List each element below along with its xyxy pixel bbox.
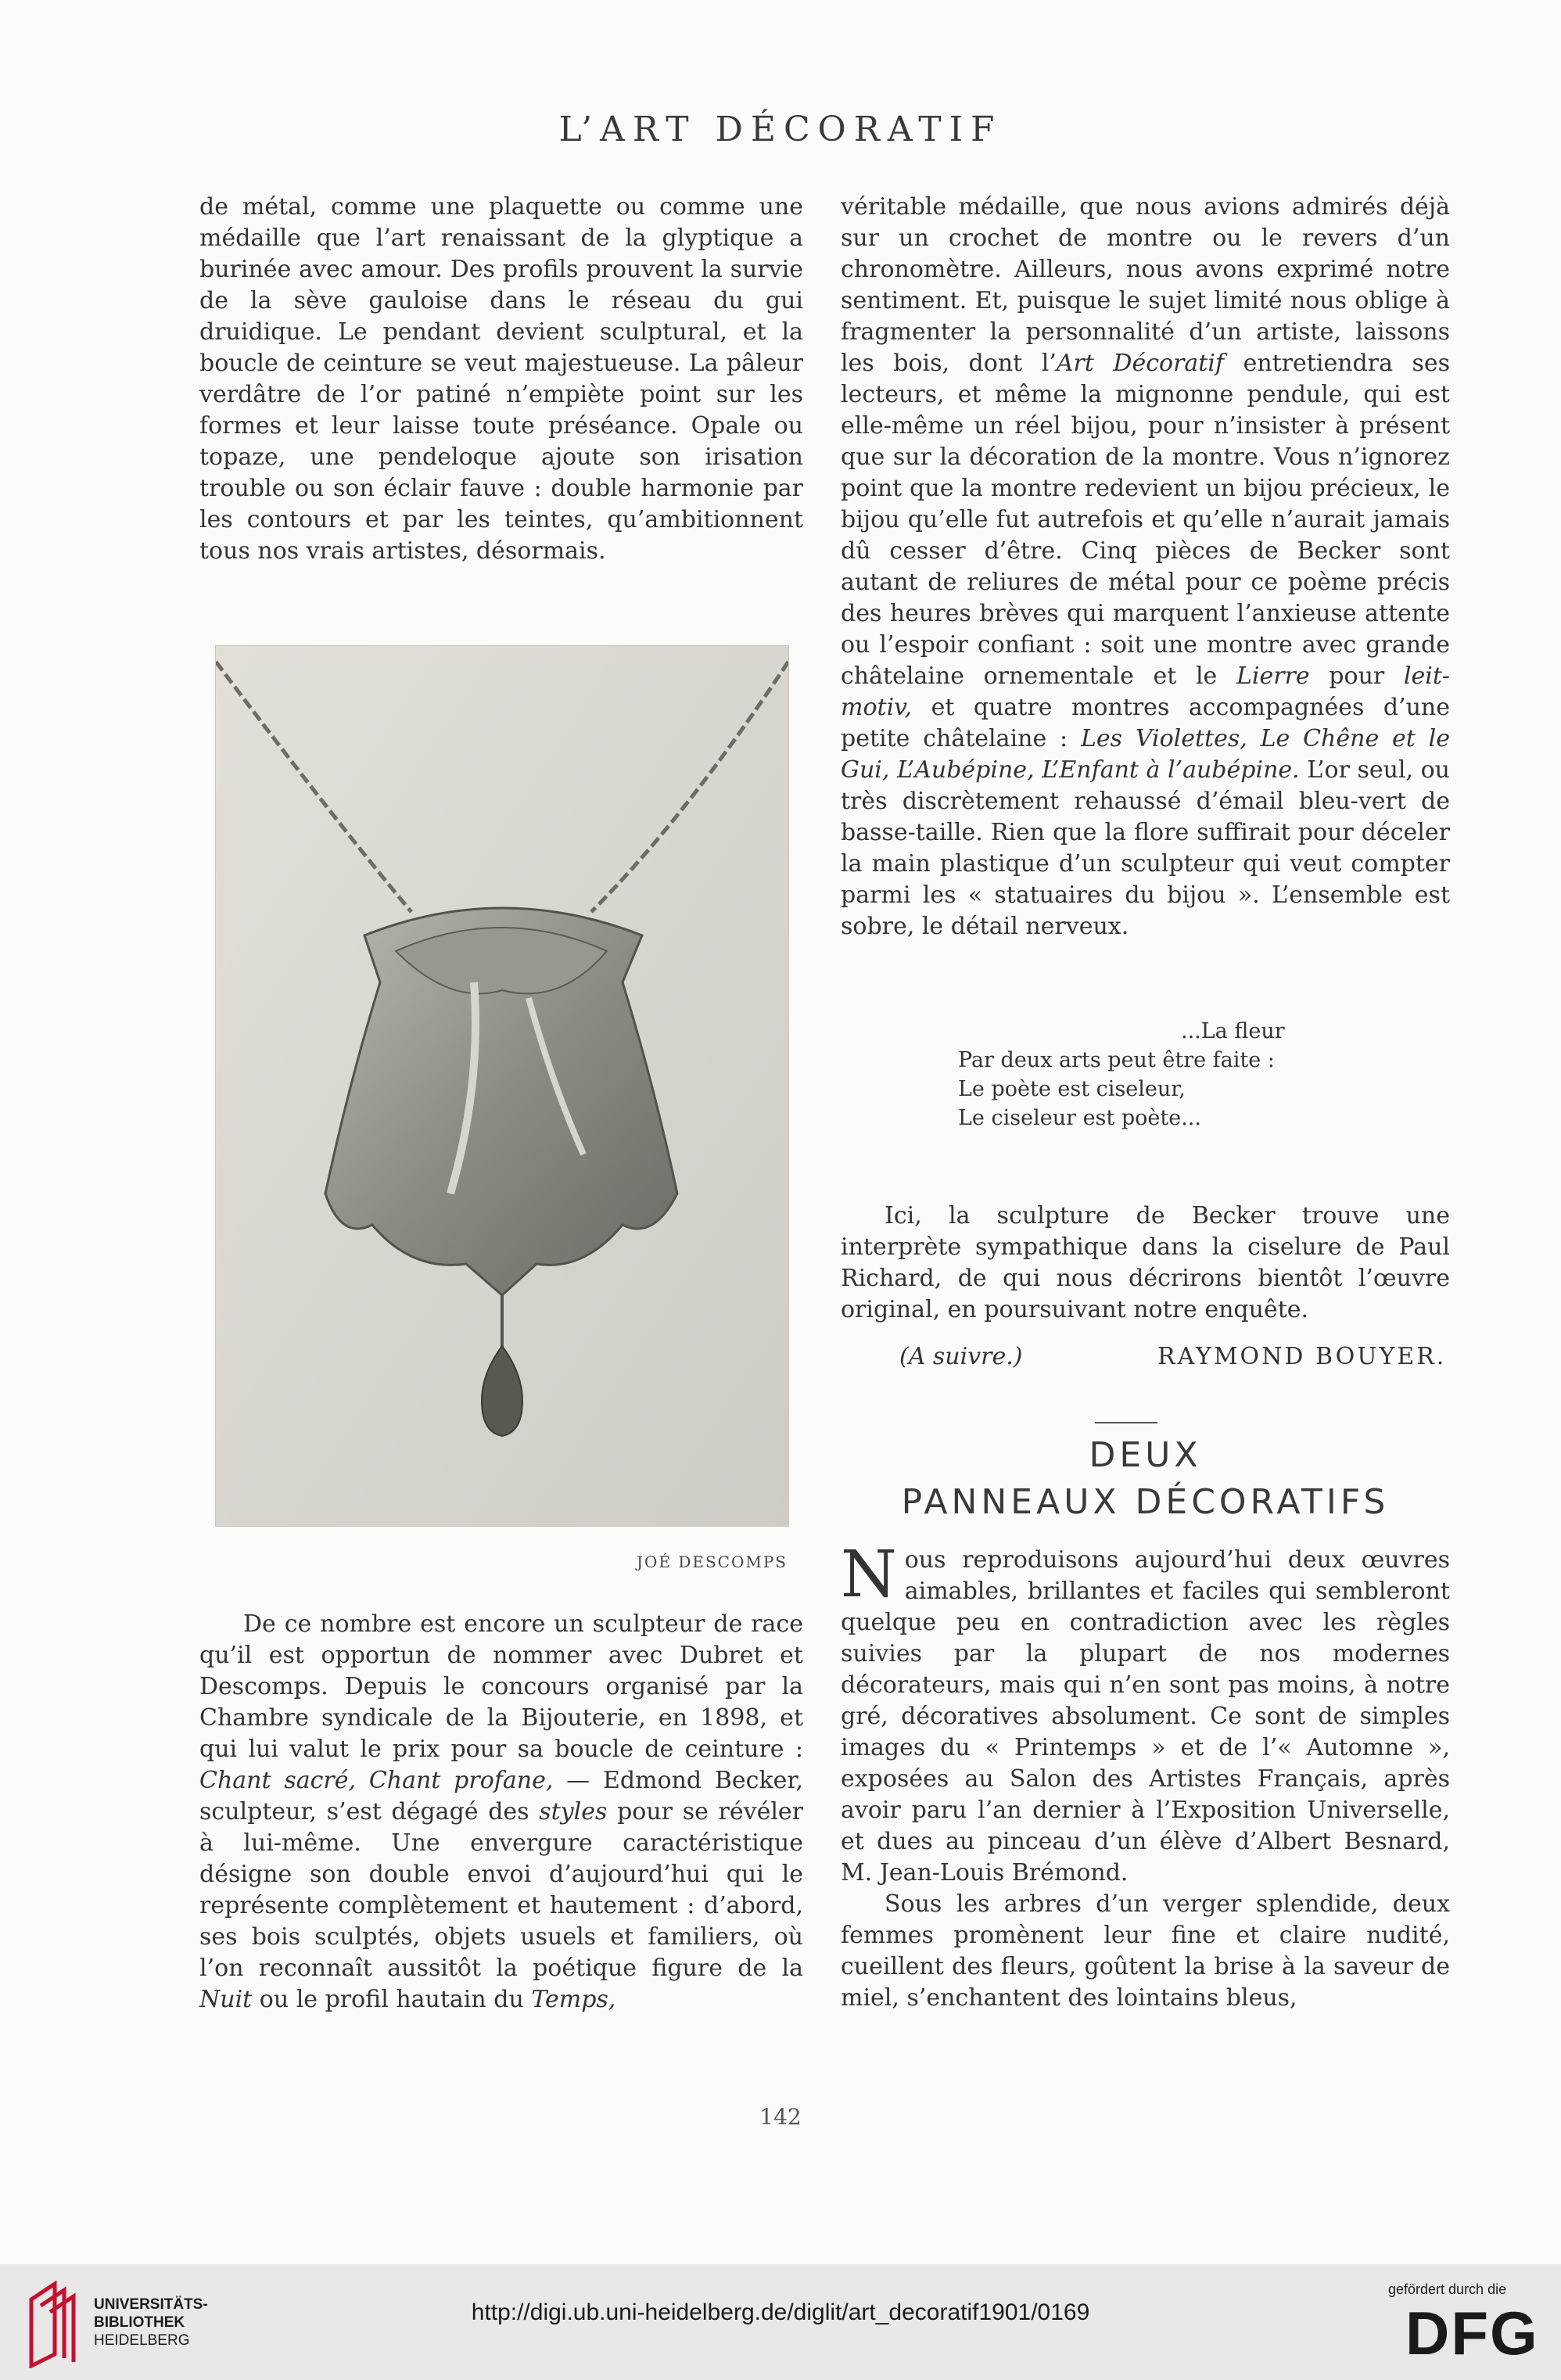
poem bbox=[958, 1017, 1285, 1133]
text-run: ous reproduisons aujourd’hui deux œuvres aimables, brillantes et faciles qui sembleront quelque peu en contradiction avec les règles suivies par la plupart de nos modernes décorateurs, mais qui n’en sont pas moins, à notre gré, décoratives absolument. Ce sont de simples images du « Printemps » et de l’« Automne », exposées au Salon des Artistes Français, après avoir paru l’an dernier à l’Exposition Universelle, et dues au pinceau d’un élève d’Albert Besnard, M. Jean-Louis Brémond. bbox=[841, 1546, 1450, 1886]
right-column-top bbox=[841, 192, 1450, 942]
italic-word: styles bbox=[539, 1798, 608, 1825]
pendant-illustration bbox=[216, 646, 788, 1526]
section-title-line-2: PANNEAUX DÉCORATIFS bbox=[901, 1482, 1390, 1522]
italic-title: Chant sacré, Chant profane, bbox=[199, 1767, 554, 1794]
library-name-line: BIBLIOTHEK bbox=[94, 2314, 185, 2331]
text-run: pour se révéler à lui-même. Une envergure caractéristique désigne son double envoi d’aujourd’hui qui le représente complètement et hautement : d’abord, ses bois sculptés, objets usuels et familiers, où l’on reconnaît aussitôt la poétique figure de la bbox=[199, 1798, 804, 1982]
text-run: — Edmond Becker, sculpteur, s’est dégagé des bbox=[199, 1767, 803, 1825]
left-column-bottom bbox=[199, 1609, 803, 2016]
poem-line: Par deux arts peut être faite : bbox=[958, 1048, 1275, 1072]
library-name-line: HEIDELBERG bbox=[94, 2332, 190, 2349]
italic-title: Art Décoratif bbox=[1056, 350, 1225, 377]
digitization-footer bbox=[0, 2264, 1561, 2380]
text-run: pour bbox=[1309, 662, 1404, 690]
figure-caption: JOÉ DESCOMPS bbox=[636, 1553, 788, 1571]
section-title-line-1: DEUX bbox=[1089, 1435, 1202, 1475]
text-run: entretiendra ses lecteurs, et même la mignonne pendule, qui est elle-même un réel bijou, pour n’insister à présent que sur la décoration de la montre. Vous n’ignorez point que la montre redevient un bijou précieux, le bijou qu’elle fut autrefois et qu’elle n’aurait jamais dû cesser d’être. Cinq pièces de Becker sont autant de reliures de métal pour ce poème précis des heures brèves qui marquent l’anxieuse attente ou l’espoir confiant : soit une montre avec grande châtelaine ornementale et le bbox=[841, 350, 1451, 690]
italic-word: Temps, bbox=[531, 1986, 616, 2013]
library-name-line: UNIVERSITÄTS- bbox=[94, 2296, 208, 2313]
italic-word: Nuit bbox=[199, 1986, 253, 2013]
left-column-top bbox=[199, 192, 803, 567]
text-run: De ce nombre est encore un sculpteur de race qu’il est opportun de nommer avec Dubret et Descomps. Depuis le concours organisé par la Chambre syndicale de la Bijouterie, en 1898, et qui lui valut le prix pour sa boucle de ceinture : bbox=[199, 1610, 803, 1763]
author-name: RAYMOND BOUYER. bbox=[1157, 1343, 1447, 1370]
paragraph bbox=[841, 1538, 1450, 1889]
poem-line: ...La fleur bbox=[1181, 1019, 1285, 1043]
text-run: et quatre montres accompagnées d’une petite châtelaine : bbox=[841, 694, 1450, 752]
pendant-photo bbox=[215, 645, 789, 1527]
source-url[interactable]: http://digi.ub.uni-heidelberg.de/diglit/art_decoratif1901/0169 bbox=[471, 2299, 1090, 2325]
paragraph bbox=[841, 192, 1450, 942]
italic-title: Lierre bbox=[1236, 662, 1310, 690]
paragraph: Sous les arbres d’un verger splendide, deux femmes promènent leur fine et claire nudité, cueillent des fleurs, goûtent la brise à la saveur de miel, s’enchantent des lointains bleus, bbox=[841, 1890, 1450, 2012]
paragraph: de métal, comme une plaquette ou comme une médaille que l’art renaissant de la glyptique a burinée avec amour. Des profils prouvent la survie de la sève gauloise dans le réseau du gui druidique. Le pendant devient sculptural, et la boucle de ceinture se veut majestueuse. La pâleur verdâtre de l’or patiné n’empiète point sur les formes et leur laisse toute préséance. Opale ou topaze, une pendeloque ajoute son irisation trouble ou son éclair fauve : double harmonie par les contours et par les teintes, qu’ambitionnent tous nos vrais artistes, désormais. bbox=[199, 193, 803, 565]
paragraph bbox=[199, 1609, 803, 2016]
paragraph: Ici, la sculpture de Becker trouve une interprète sympathique dans la ciselure de Paul Richard, de qui nous décrirons bientôt l’œuvre original, en poursuivant notre enquête. bbox=[841, 1202, 1450, 1323]
running-title: L’ART DÉCORATIF bbox=[558, 109, 1003, 149]
poem-line: Le ciseleur est poète... bbox=[958, 1106, 1201, 1130]
italic-titles: Les Violettes, Le Chêne et le Gui, L’Aubépine, L’Enfant à l’aubépine. bbox=[841, 725, 1450, 784]
text-run: L’or seul, ou très discrètement rehaussé d’émail bleu-vert de basse-taille. Rien que la flore suffirait pour déceler la main plastique d’un sculpteur qui veut compter parmi les « statuaires du bijou ». L’ensemble est sobre, le détail nerveux. bbox=[841, 756, 1450, 940]
dfg-logo: DFG bbox=[1405, 2299, 1539, 2367]
text-run: véritable médaille, que nous avions admirés déjà sur un crochet de montre ou le revers d’un chronomètre. Ailleurs, nous avons exprimé notre sentiment. Et, puisque le sujet limité nous oblige à fragmenter la personnalité d’un artiste, laissons les bois, dont l’ bbox=[841, 193, 1450, 377]
text-run: ou le profil hautain du bbox=[252, 1986, 532, 2013]
funded-by-text: gefördert durch die bbox=[1388, 2281, 1507, 2297]
page-number: 142 bbox=[759, 2104, 802, 2130]
drop-cap: N bbox=[841, 1538, 897, 1612]
poem-line: Le poète est ciseleur, bbox=[958, 1077, 1186, 1101]
right-column-middle bbox=[841, 1201, 1450, 1326]
right-column-bottom bbox=[841, 1538, 1450, 2014]
italic-word: leit-motiv, bbox=[841, 662, 1451, 721]
to-be-continued: (A suivre.) bbox=[899, 1343, 1023, 1370]
section-divider bbox=[1095, 1422, 1157, 1423]
